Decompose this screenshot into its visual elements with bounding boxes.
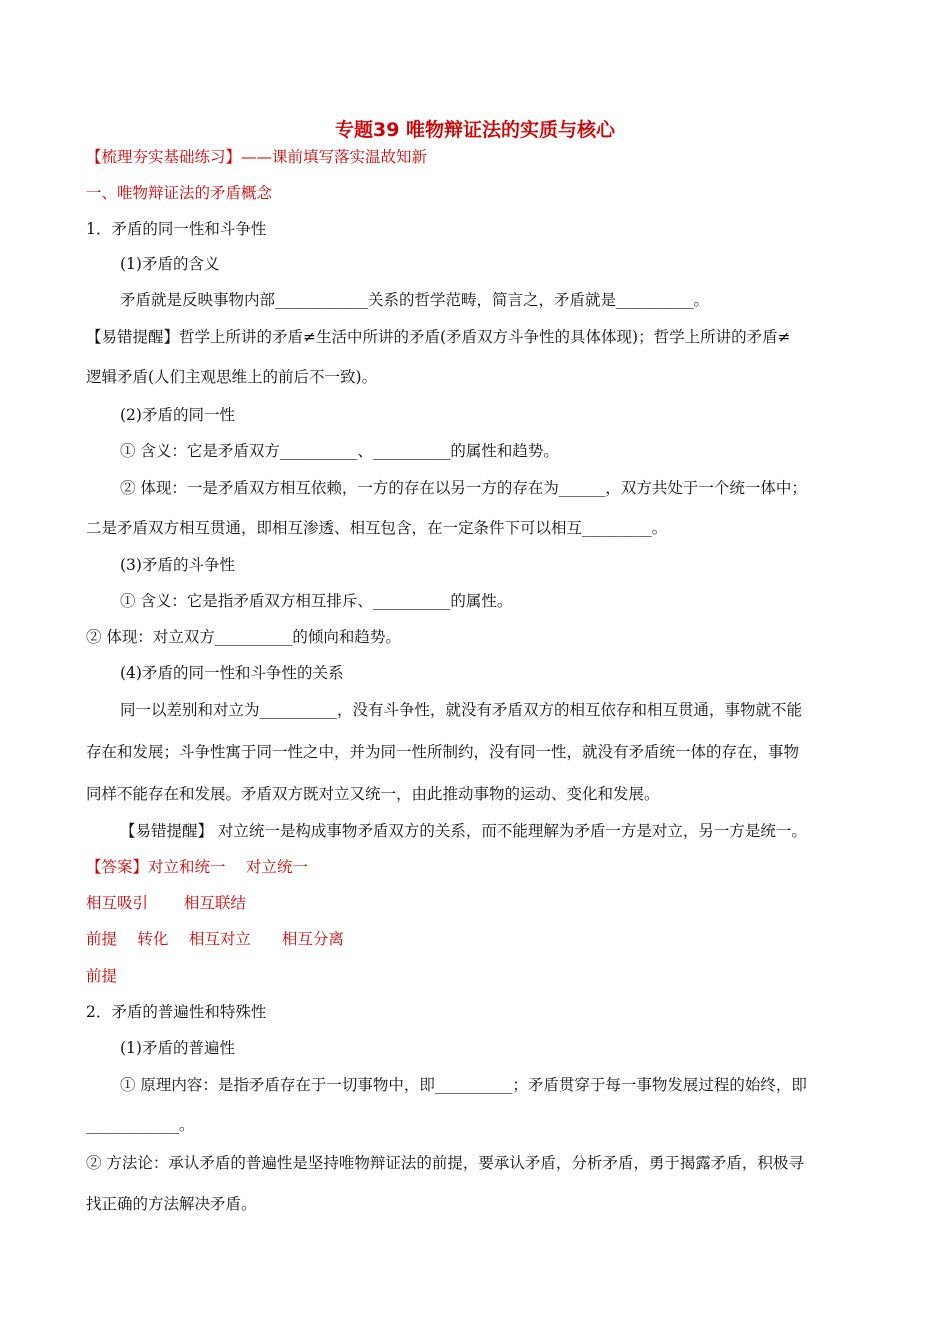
answer-line: 【答案】对立和统一 对立统一	[86, 858, 308, 876]
paragraph-line: (1)矛盾的含义	[120, 255, 220, 273]
paragraph-line: 【易错提醒】哲学上所讲的矛盾≠生活中所讲的矛盾(矛盾双方斗争性的具体体现)；哲学上所讲的矛盾≠	[86, 328, 791, 346]
answer-line: 相互吸引 相互联结	[86, 894, 246, 912]
paragraph-line: 1．矛盾的同一性和斗争性	[86, 220, 267, 238]
paragraph-line: ① 含义：它是矛盾双方__________、__________的属性和趋势。	[120, 442, 559, 460]
paragraph-line: 二是矛盾双方相互贯通，即相互渗透、相互包含，在一定条件下可以相互_________。	[86, 519, 668, 537]
paragraph-line: 逻辑矛盾(人们主观思维上的前后不一致)。	[86, 368, 378, 386]
section-heading: 一、唯物辩证法的矛盾概念	[86, 184, 273, 202]
paragraph-line: 【易错提醒】 对立统一是构成事物矛盾双方的关系，而不能理解为矛盾一方是对立，另一方是统一。	[120, 822, 807, 840]
paragraph-line: 找正确的方法解决矛盾。	[86, 1195, 257, 1213]
paragraph-line: 矛盾就是反映事物内部____________关系的哲学范畴，简言之，矛盾就是__________。	[120, 291, 710, 309]
paragraph-line: 存在和发展；斗争性寓于同一性之中，并为同一性所制约，没有同一性，就没有矛盾统一体的存在，事物	[86, 743, 800, 761]
paragraph-line: (3)矛盾的斗争性	[120, 556, 235, 574]
paragraph-line: ____________。	[86, 1116, 195, 1134]
paragraph-line: ② 方法论：承认矛盾的普遍性是坚持唯物辩证法的前提，要承认矛盾，分析矛盾，勇于揭露矛盾，积极寻	[86, 1154, 804, 1172]
paragraph-line: 同样不能存在和发展。矛盾双方既对立又统一，由此推动事物的运动、变化和发展。	[86, 785, 660, 803]
paragraph-line: ① 含义：它是指矛盾双方相互排斥、__________的属性。	[120, 592, 513, 610]
subtitle: 【梳理夯实基础练习】——课前填写落实温故知新	[86, 148, 428, 166]
page-title: 专题39 唯物辩证法的实质与核心	[334, 119, 616, 141]
paragraph-line: 同一以差别和对立为__________，没有斗争性，就没有矛盾双方的相互依存和相互贯通，事物就不能	[120, 701, 803, 719]
paragraph-line: 2．矛盾的普遍性和特殊性	[86, 1003, 267, 1021]
paragraph-line: (1)矛盾的普遍性	[120, 1039, 235, 1057]
paragraph-line: (2)矛盾的同一性	[120, 406, 235, 424]
paragraph-line: (4)矛盾的同一性和斗争性的关系	[120, 664, 344, 682]
paragraph-line: ② 体现：对立双方__________的倾向和趋势。	[86, 628, 401, 646]
paragraph-line: ② 体现：一是矛盾双方相互依赖，一方的存在以另一方的存在为______，双方共处于一个统一体中；	[120, 479, 807, 497]
answer-line: 前提	[86, 967, 118, 985]
paragraph-line: ① 原理内容：是指矛盾存在于一切事物中，即__________；矛盾贯穿于每一事物发展过程的始终，即	[120, 1076, 807, 1094]
answer-line: 前提 转化 相互对立 相互分离	[86, 930, 344, 948]
